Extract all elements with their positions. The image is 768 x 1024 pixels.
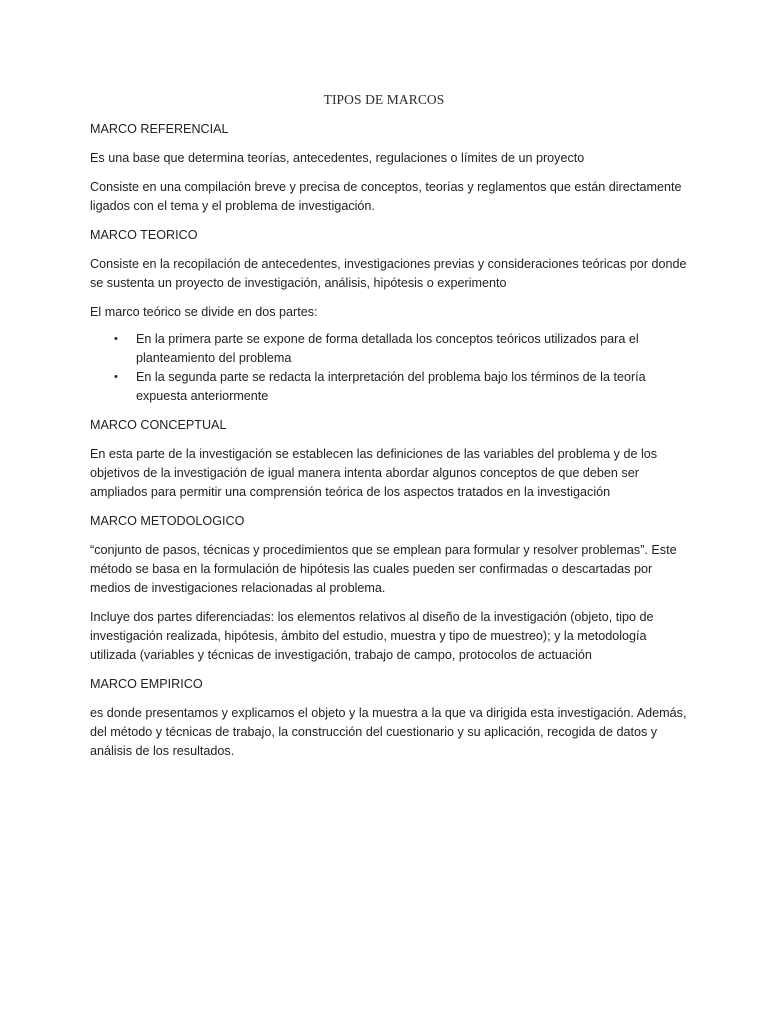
paragraph: “conjunto de pasos, técnicas y procedimientos que se emplean para formular y resolver problemas”. Este método se basa en la formulación de hipótesis las cuales pueden ser confirmadas o descartadas por medios de investigaciones relacionadas al problema. [90, 543, 677, 595]
paragraph: es donde presentamos y explicamos el objeto y la muestra a la que va dirigida esta investigación. Además, del método y técnicas de trabajo, la construcción del cuestionario y su aplicación, recogida de datos y análisis de los resultados. [90, 706, 687, 758]
heading-marco-conceptual: MARCO CONCEPTUAL [90, 418, 227, 432]
paragraph: En esta parte de la investigación se establecen las definiciones de las variables del problema y de los objetivos de la investigación de igual manera intenta abordar algunos conceptos de que deben ser ampliados para permitir una comprensión teórica de los aspectos tratados en la investigación [90, 447, 658, 499]
document-title: TIPOS DE MARCOS [323, 92, 445, 107]
list-item [90, 330, 690, 368]
heading-marco-referencial: MARCO REFERENCIAL [90, 122, 229, 136]
paragraph: Consiste en la recopilación de antecedentes, investigaciones previas y consideraciones teóricas por donde se sustenta un proyecto de investigación, análisis, hipótesis o experimento [90, 257, 687, 290]
paragraph: Consiste en una compilación breve y precisa de conceptos, teorías y reglamentos que están directamente ligados con el tema y el problema de investigación. [90, 180, 682, 213]
paragraph: El marco teórico se divide en dos partes: [90, 305, 318, 319]
heading-marco-empirico: MARCO EMPIRICO [90, 677, 203, 691]
document-body [90, 120, 690, 771]
list-item-text: En la primera parte se expone de forma detallada los conceptos teóricos utilizados para el planteamiento del problema [136, 332, 639, 365]
heading-marco-metodologico: MARCO METODOLOGICO [90, 514, 245, 528]
bullet-list [90, 330, 690, 406]
list-item [90, 368, 690, 406]
list-item-text: En la segunda parte se redacta la interpretación del problema bajo los términos de la teoría expuesta anteriormente [136, 370, 646, 403]
paragraph: Incluye dos partes diferenciadas: los elementos relativos al diseño de la investigación (objeto, tipo de investigación realizada, hipótesis, ámbito del estudio, muestra y tipo de muestreo); y la metodología utilizada (variables y técnicas de investigación, trabajo de campo, protocolos de actuación [90, 610, 654, 662]
bullet-icon: • [114, 333, 118, 345]
bullet-icon: • [114, 371, 118, 383]
paragraph: Es una base que determina teorías, antecedentes, regulaciones o límites de un proyecto [90, 151, 585, 165]
heading-marco-teorico: MARCO TEORICO [90, 228, 198, 242]
